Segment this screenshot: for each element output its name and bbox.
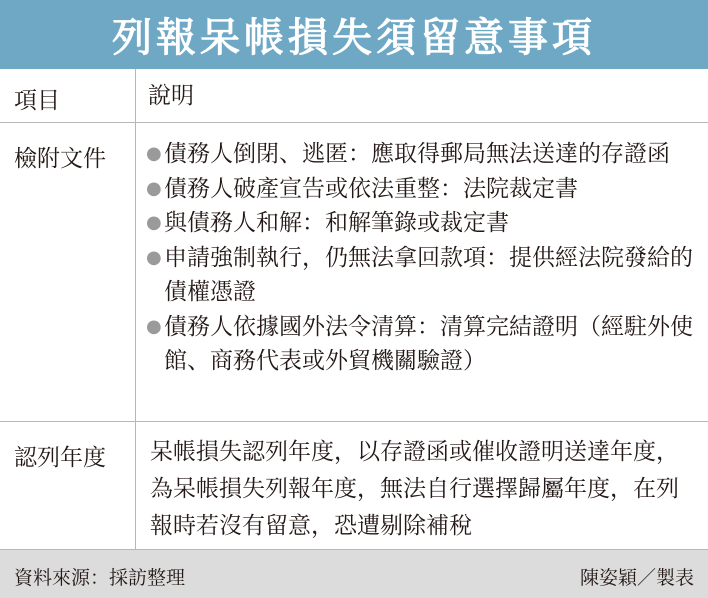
list-item-text: 申請強制執行，仍無法拿回款項：提供經法院發給的債權憑證 [164,244,693,305]
item-column-header: 項目 [14,88,60,114]
list-item [146,137,702,172]
recognition-year-row [0,422,708,550]
bullet-icon: ● [146,143,162,164]
attachments-row [0,123,708,422]
list-item [146,241,702,310]
title-bar [0,0,708,69]
bullet-icon: ● [146,246,162,268]
bullet-icon: ● [146,212,162,233]
attachments-list [146,137,702,379]
list-item-text: 與債務人和解：和解筆錄或裁定書 [164,210,509,236]
recognition-year-text: 呆帳損失認列年度，以存證函或催收證明送達年度，為呆帳損失列報年度，無法自行選擇歸屬年度，在列報時若沒有留意，恐遭剔除補稅 [150,439,679,539]
label-column [0,422,136,549]
credit-note: 陳姿穎／製表 [579,567,694,589]
description-column-header: 說明 [148,83,194,109]
list-item [146,172,702,207]
list-item [146,310,702,379]
page-title: 列報呆帳損失須留意事項 [112,15,596,61]
recognition-year-label: 認列年度 [14,445,106,471]
list-item-text: 債務人破產宣告或依法重整：法院裁定書 [164,175,578,202]
footer-bar [0,550,708,598]
list-item [146,206,702,241]
bullet-icon: ● [146,177,162,199]
attachments-label: 檢附文件 [14,146,106,172]
header-row [0,69,708,123]
bullet-icon: ● [146,315,162,337]
label-column [0,123,136,421]
label-column [0,69,136,122]
list-item-text: 債務人倒閉、逃匿：應取得郵局無法送達的存證函 [164,141,670,167]
list-item-text: 債務人依據國外法令清算：清算完結證明（經駐外使館、商務代表或外貿機關驗證） [164,313,693,374]
source-note: 資料來源：採訪整理 [14,567,186,589]
